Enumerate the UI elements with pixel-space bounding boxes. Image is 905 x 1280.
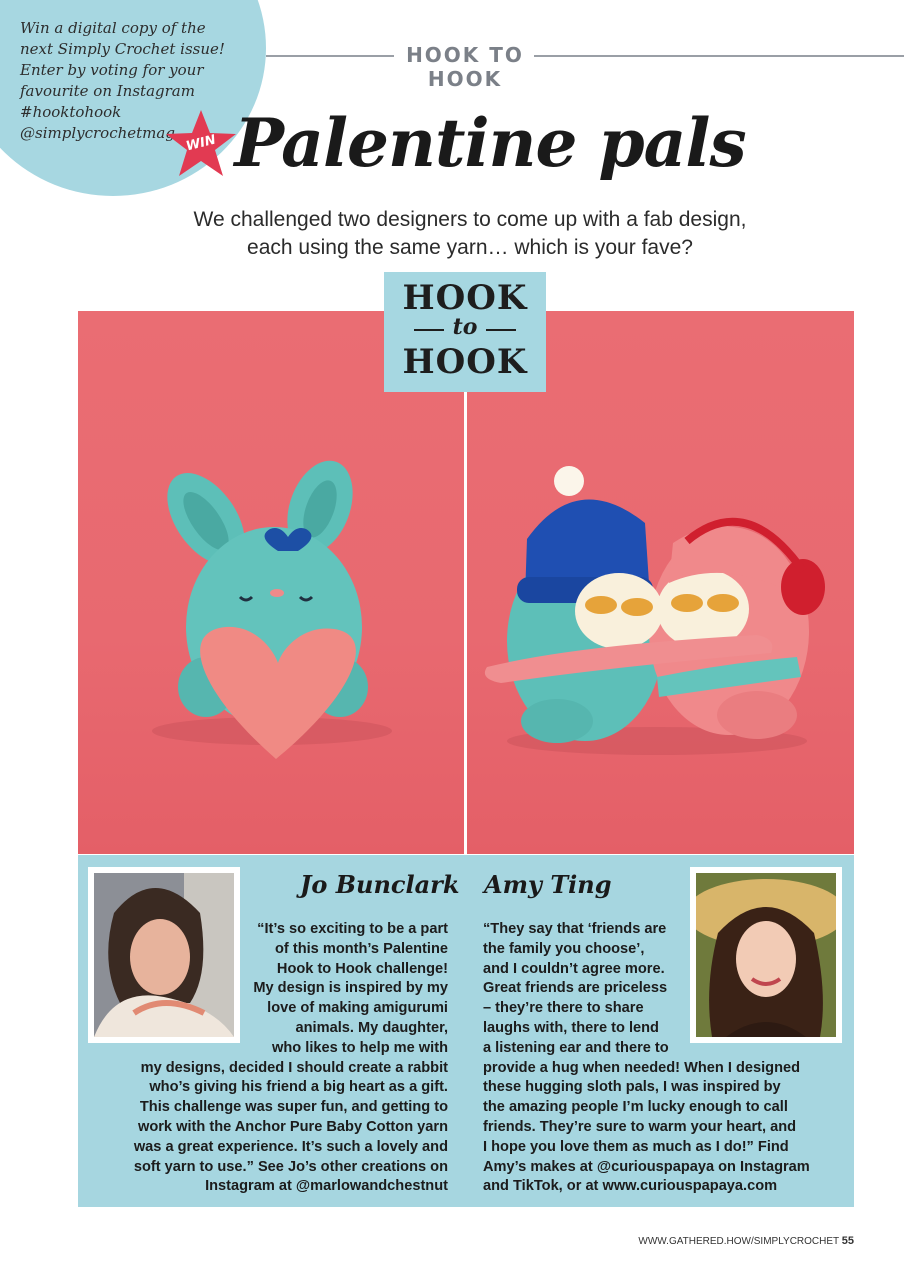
designer-name-amy: Amy Ting [484, 870, 612, 899]
quote-line: – they’re there to share [483, 1000, 644, 1017]
quote-line: Great friends are priceless [483, 980, 668, 997]
header-rule-right [534, 55, 904, 57]
quote-line: who likes to help me with [272, 1039, 448, 1056]
logo-word-top: HOOK [402, 278, 528, 318]
win-badge [164, 108, 238, 178]
promo-handle[interactable]: @simplycrochetmag [20, 124, 175, 142]
quote-amy [483, 920, 843, 1197]
quote-line: laughs with, there to lend [483, 1019, 659, 1036]
section-label: HOOK TO HOOK [406, 43, 524, 91]
page-number: 55 [841, 1235, 854, 1247]
promo-line: Win a digital copy of the [20, 19, 206, 37]
quote-line: was a great experience. It’s such a lovely and [133, 1138, 448, 1155]
logo-dash-right [486, 329, 516, 331]
quote-line: of this month’s Palentine [275, 940, 448, 957]
promo-hashtag[interactable]: #hooktohook [20, 103, 122, 121]
quote-line: This challenge was super fun, and getting to [139, 1099, 448, 1116]
quote-line: Instagram at @marlowandchestnut [205, 1178, 448, 1195]
quote-line: my designs, decided I should create a rabbit [140, 1059, 448, 1076]
quote-line: Amy’s makes at @curiouspapaya on Instagram [483, 1158, 810, 1175]
quote-line: work with the Anchor Pure Baby Cotton yarn [137, 1118, 448, 1135]
quote-line: these hugging sloth pals, I was inspired by [483, 1079, 781, 1096]
quote-line: My design is inspired by my [253, 980, 448, 997]
quote-line: Hook to Hook challenge! [276, 960, 448, 977]
promo-line: next Simply Crochet issue! [20, 40, 225, 58]
page-subtitle [140, 206, 800, 262]
quote-line: “It’s so exciting to be a part [257, 921, 448, 937]
quote-line: a listening ear and there to [483, 1039, 669, 1056]
quote-line: and I couldn’t agree more. [483, 960, 665, 977]
quote-line: friends. They’re sure to warm your heart, and [483, 1118, 797, 1135]
quote-line: and TikTok, or at www.curiouspapaya.com [483, 1178, 778, 1195]
quote-line: love of making amigurumi [267, 1000, 448, 1017]
page-footer [600, 1235, 854, 1247]
crochet-sloths-illustration [467, 311, 854, 854]
designer-name-jo: Jo Bunclark [300, 870, 460, 899]
logo-word-middle: to [452, 314, 478, 340]
page-title: Palentine pals [234, 104, 746, 182]
sloths-photo [467, 311, 854, 854]
win-badge-label: WIN [184, 132, 218, 155]
quote-jo [100, 920, 448, 1197]
hook-to-hook-logo [384, 272, 546, 392]
quote-line: I hope you love them as much as I do!” Find [483, 1138, 789, 1155]
quote-line: animals. My daughter, [295, 1019, 448, 1036]
quote-line: the family you choose’, [483, 940, 645, 957]
promo-line: Enter by voting for your [20, 61, 204, 79]
quote-line: who’s giving his friend a big heart as a gift. [149, 1079, 448, 1096]
promo-line: favourite on Instagram [20, 82, 195, 100]
quote-line: provide a hug when needed! When I designed [483, 1059, 801, 1076]
subtitle-line: each using the same yarn… which is your fave? [247, 236, 693, 259]
quote-line: the amazing people I’m lucky enough to call [483, 1099, 788, 1116]
header-rule-left [266, 55, 394, 57]
quote-line: soft yarn to use.” See Jo’s other creations on [133, 1158, 448, 1175]
logo-word-bottom: HOOK [402, 342, 528, 382]
bunny-photo [78, 311, 464, 854]
crochet-bunny-illustration [78, 311, 464, 854]
subtitle-line: We challenged two designers to come up with a fab design, [193, 208, 747, 231]
quote-line: “They say that ‘friends are [483, 921, 667, 937]
footer-url[interactable]: WWW.GATHERED.HOW/SIMPLYCROCHET [638, 1236, 839, 1247]
